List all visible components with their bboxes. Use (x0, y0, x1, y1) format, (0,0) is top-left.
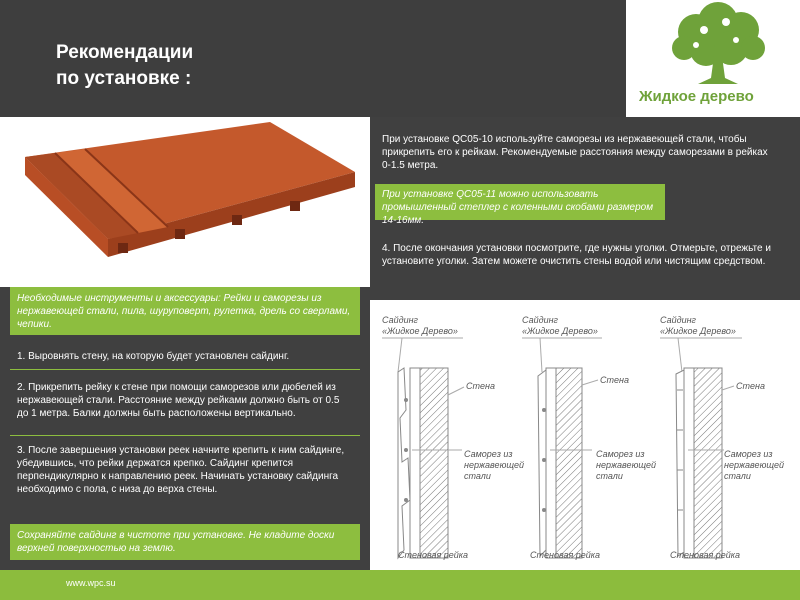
siding-board-image (0, 117, 370, 287)
d1-batten: Стеновая рейка (398, 550, 469, 560)
d1-siding-line1: Сайдинг (382, 315, 418, 325)
diagram-2 (522, 315, 656, 560)
step3-left-text: 3. После завершения установки реек начните крепить к ним сайдинге, убедившись, что рейки держатся крепко. Сайдинг крепится перпендикулярно к направлению реек. Начинать установку сайдинга необходимо с пола, с низа до верха стены. (17, 445, 345, 495)
d3-wall: Стена (736, 381, 765, 391)
d2-siding-line2: «Жидкое Дерево» (522, 326, 598, 336)
step3-text: При установке QC05-10 используйте саморезы из нержавеющей стали, чтобы прикрепить его к рейкам. Рекомендуемые расстояния между саморезами в рейках 0-1.5 метра. (382, 134, 768, 171)
tools-box (10, 287, 360, 335)
d2-screw-1: Саморез из (596, 449, 645, 459)
tools-text: Необходимые инструменты и аксессуары: Рейки и саморезы из нержавеющей стали, пила, шуруповерт, рулетка, дрель со сверлами, чепики. (17, 293, 351, 330)
d3-batten: Стеновая рейка (670, 550, 741, 560)
d3-siding-line1: Сайдинг (660, 315, 696, 325)
note-qc0511 (375, 184, 665, 226)
note-qc0511-text: При установке QC05-11 можно использовать промышленный степлер с коленными скобами размером 14-16мм. (382, 189, 654, 226)
keep-clean-box (10, 524, 360, 560)
title-line-1: Рекомендации (56, 42, 194, 63)
d1-siding-line2: «Жидкое Дерево» (382, 326, 458, 336)
title-line-2: по установке : (56, 68, 192, 89)
diagram-1 (382, 315, 524, 560)
step1-text: 1. Выровнять стену, на которую будет установлен сайдинг. (17, 351, 290, 362)
d3-screw-1: Саморез из (724, 449, 773, 459)
footer-url[interactable]: www.wpc.su (66, 578, 116, 588)
page-title (56, 40, 193, 92)
d3-screw-2: нержавеющей (724, 460, 785, 470)
divider-1 (10, 369, 360, 370)
d2-screw-3: стали (596, 471, 623, 481)
step2-text: 2. Прикрепить рейку к стене при помощи саморезов или дюбелей из нержавеющей стали. Расстояние между рейками должно быть от 0.5 до 1 метра. Балки должны быть расположены вертикально. (17, 382, 340, 419)
d1-screw-2: нержавеющей (464, 460, 525, 470)
diagram-3 (660, 315, 784, 560)
keep-clean-text: Сохраняйте сайдинг в чистоте при установке. Не кладите доски верхней поверхностью на землю. (17, 530, 335, 554)
divider-2 (10, 435, 360, 436)
logo-text: Жидкое дерево (639, 88, 754, 105)
d3-siding-line2: «Жидкое Дерево» (660, 326, 736, 336)
d1-screw-1: Саморез из (464, 449, 513, 459)
installation-diagrams (370, 300, 800, 570)
d3-screw-3: стали (724, 471, 751, 481)
d2-wall: Стена (600, 375, 629, 385)
footer-bar (0, 570, 800, 600)
d2-screw-2: нержавеющей (596, 460, 657, 470)
d2-siding-line1: Сайдинг (522, 315, 558, 325)
d2-batten: Стеновая рейка (530, 550, 601, 560)
product-image (0, 117, 370, 287)
step4-text: 4. После окончания установки посмотрите, где нужны уголки. Отмерьте, отрежьте и установите уголки. Затем можете очистить стены водой или чистящим средством. (382, 243, 771, 267)
d1-screw-3: стали (464, 471, 491, 481)
d1-wall: Стена (466, 381, 495, 391)
